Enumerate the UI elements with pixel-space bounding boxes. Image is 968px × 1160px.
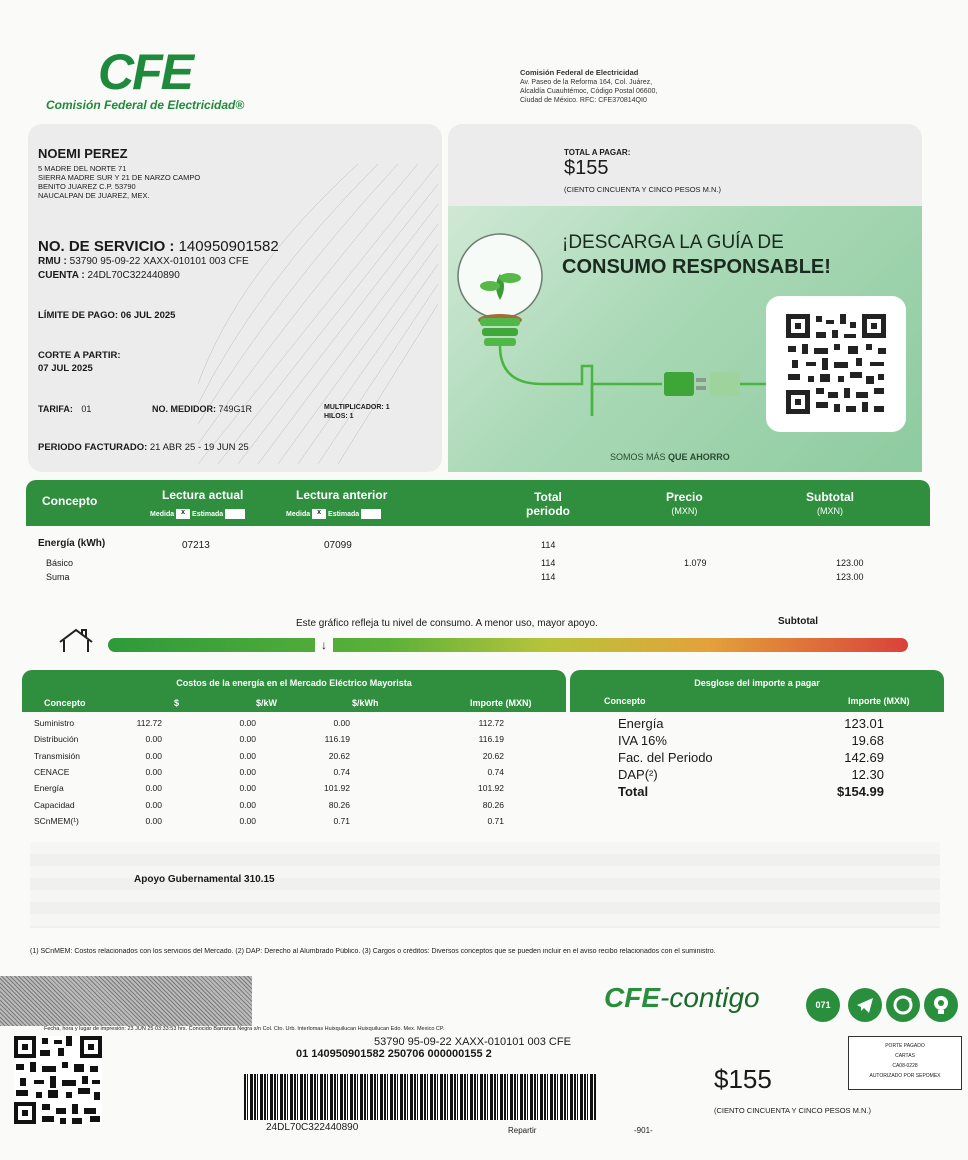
telegram-icon[interactable]	[848, 988, 882, 1022]
col-lectura-anterior: Lectura anterior	[296, 488, 388, 502]
service-number-label: NO. DE SERVICIO :	[38, 238, 175, 255]
corte-date: 07 JUL 2025	[38, 363, 93, 374]
periodo-value: 21 ABR 25 - 19 JUN 25	[149, 442, 249, 453]
blank-rows	[30, 842, 940, 928]
porte-line-4: AUTORIZADO POR SEPOMEX	[869, 1073, 941, 1079]
col-lectura-actual: Lectura actual	[162, 488, 244, 502]
basico-concepto: Básico	[46, 558, 74, 568]
porte-pagado-box	[848, 1036, 962, 1090]
mercado-cell: CENACE	[34, 766, 70, 777]
refresh-glyph	[886, 988, 920, 1022]
cuenta-value: 24DL70C322440890	[87, 270, 180, 281]
phone-071-icon[interactable]	[806, 988, 840, 1022]
mercado-cell: 0.00	[145, 766, 162, 777]
mercado-cell: 116.19	[324, 734, 350, 745]
guilloche-pattern	[198, 164, 438, 464]
footer-rmu: 53790 95-09-22 XAXX-010101 003 CFE	[374, 1036, 571, 1048]
medida-check-box-2: x	[312, 509, 326, 519]
col-subtotal	[806, 490, 854, 518]
company-address-3: Ciudad de México. RFC: CFE370814QI0	[520, 97, 647, 104]
medidor-label: NO. MEDIDOR:	[152, 404, 216, 414]
contigo-text: -contigo	[660, 982, 760, 1013]
mercado-cell: 0.00	[145, 799, 162, 810]
promo-line-1: ¡DESCARGA LA GUÍA DE	[562, 232, 784, 253]
mercado-row	[0, 718, 560, 732]
customer-card	[28, 124, 442, 472]
mercado-cell: 0.74	[487, 766, 504, 777]
medida-anterior	[286, 509, 381, 519]
company-name: Comisión Federal de Electricidad	[520, 68, 639, 77]
repartir-label: Repartir	[508, 1126, 537, 1135]
customer-name: NOEMI PEREZ	[38, 146, 128, 161]
tarifa-value: 01	[81, 404, 92, 414]
energia-label: Energía (kWh)	[38, 538, 106, 549]
basico-precio: 1.079	[684, 558, 707, 568]
mercado-cell: Transmisión	[34, 750, 80, 761]
logo-subtitle: Comisión Federal de Electricidad®	[46, 98, 245, 112]
mercado-cell: 0.00	[145, 750, 162, 761]
consumption-level-bar	[108, 638, 908, 652]
location-icon[interactable]	[924, 988, 958, 1022]
mercado-cell: 0.00	[239, 734, 256, 745]
tarifa-row	[38, 404, 91, 414]
mercado-cell: 0.00	[239, 799, 256, 810]
mercado-row	[0, 783, 560, 797]
consumo-row-suma	[0, 572, 968, 584]
company-address-1: Av. Paseo de la Reforma 164, Col. Juárez,	[520, 79, 653, 86]
corte-label: CORTE A PARTIR:	[38, 350, 121, 361]
customer-address	[38, 164, 200, 200]
promo-line-2: CONSUMO RESPONSABLE!	[562, 256, 831, 278]
col-total-line-2: periodo	[526, 504, 570, 518]
estimada-box	[225, 509, 245, 519]
logo-text: CFE	[98, 44, 192, 100]
hilos: HILOS: 1	[324, 413, 354, 420]
mercado-cell: 80.26	[482, 799, 504, 810]
address-line-4: NAUCALPAN DE JUAREZ, MEX.	[38, 191, 150, 200]
medida-check-box: x	[176, 509, 190, 519]
mercado-row	[0, 734, 560, 748]
porte-line-1: PORTE PAGADO	[885, 1043, 925, 1049]
mercado-col-kw: $/kW	[256, 698, 278, 708]
multiplicador: MULTIPLICADOR: 1	[324, 404, 390, 411]
security-pattern	[0, 976, 252, 1026]
desglose-row	[570, 767, 930, 783]
mercado-cell: 0.00	[239, 718, 256, 728]
telegram-glyph	[848, 988, 882, 1022]
cuenta-row	[38, 270, 180, 281]
mercado-cell: 0.00	[239, 766, 256, 777]
desglose-importe: 142.69	[844, 750, 884, 765]
limite-pago: LÍMITE DE PAGO: 06 JUL 2025	[38, 310, 176, 321]
mercado-cell: Distribución	[34, 734, 79, 745]
footnote: (1) SCnMEM: Costos relacionados con los servicios del Mercado. (2) DAP: Derecho al Alumbrado Público. (3) Cargos o créditos: Diversos conceptos que se pueden incluir en el aviso recibo relacionados con el suministro.	[30, 948, 716, 955]
mercado-cell: 80.26	[328, 799, 350, 810]
periodo-label: PERIODO FACTURADO:	[38, 442, 148, 453]
mercado-cell: 0.74	[333, 766, 350, 777]
address-line-2: SIERRA MADRE SUR Y 21 DE NARZO CAMPO	[38, 173, 201, 182]
apoyo-gubernamental: Apoyo Gubernamental 310.15	[134, 874, 275, 885]
total-amount: $155	[564, 157, 609, 179]
graph-caption: Este gráfico refleja tu nivel de consumo. A menor uso, mayor apoyo.	[296, 618, 598, 629]
total-words: (CIENTO CINCUENTA Y CINCO PESOS M.N.)	[564, 185, 721, 194]
tarifa-label: TARIFA:	[38, 404, 73, 414]
desglose-concepto: Energía	[618, 716, 664, 731]
promo-footer-a: SOMOS MÁS	[610, 452, 666, 462]
company-address-2: Alcaldía Cuauhtémoc, Código Postal 06600,	[520, 88, 658, 95]
col-concepto: Concepto	[42, 494, 98, 508]
mercado-cell: 0.71	[333, 815, 350, 826]
mercado-cell: Energía	[34, 783, 64, 794]
mercado-cell: Capacidad	[34, 799, 75, 810]
medida-label: Medida	[150, 510, 175, 518]
impresion-line: Fecha, hora y lugar de impresión: 23 JUN 25 03:33:53 hrs. Conocido Barranca Negra s/n Col. Cto. Urb. Interlomas Huixquilucan Huixquilucan Edo. Mex. Mexico CP.	[44, 1026, 445, 1032]
periodo-row	[38, 442, 249, 453]
total-label: TOTAL A PAGAR:	[564, 148, 631, 157]
desglose-importe: 19.68	[851, 733, 884, 748]
desglose-concepto: DAP(²)	[618, 767, 658, 782]
medida-actual	[150, 509, 245, 519]
consumption-level-marker: ↓	[315, 634, 333, 656]
refresh-icon[interactable]	[886, 988, 920, 1022]
basico-subtotal: 123.00	[836, 558, 864, 568]
house-icon	[56, 626, 100, 654]
mercado-col-pesos: $	[174, 698, 180, 708]
desglose-importe: 12.30	[851, 767, 884, 782]
mercado-cell: 116.19	[478, 734, 504, 745]
cfe-logo	[46, 46, 286, 116]
footer-qr-code	[14, 1036, 102, 1124]
mercado-cell: SCnMEM(¹)	[34, 815, 79, 826]
promo-footer	[610, 452, 730, 462]
desglose-importe: $154.99	[837, 784, 884, 799]
barcode-text: 24DL70C322440890	[266, 1122, 359, 1133]
col-precio-line-1: Precio	[666, 490, 703, 504]
mercado-row	[0, 751, 560, 765]
address-line-1: 5 MADRE DEL NORTE 71	[38, 164, 127, 173]
col-precio	[666, 490, 703, 518]
contigo-cfe: CFE	[604, 982, 660, 1013]
payment-barcode	[244, 1074, 596, 1120]
rmu-row	[38, 256, 249, 267]
desglose-row	[570, 733, 930, 749]
mercado-cell: 0.00	[145, 734, 162, 745]
mercado-cell: 20.62	[482, 750, 504, 761]
estimada-label-2: Estimada	[328, 510, 360, 518]
mercado-col-kwh: $/kWh	[352, 698, 379, 708]
col-precio-line-2: (MXN)	[671, 506, 698, 516]
mercado-cell: 20.62	[328, 750, 350, 761]
col-total-line-1: Total	[534, 490, 562, 504]
rmu-value: 53790 95-09-22 XAXX-010101 003 CFE	[69, 256, 249, 267]
qr-code-icon	[766, 296, 906, 432]
mercado-cell: 0.71	[487, 815, 504, 826]
mercado-cell: 0.00	[239, 783, 256, 794]
graph-subtotal-label: Subtotal	[778, 616, 818, 627]
suma-concepto: Suma	[46, 572, 70, 582]
cuenta-label: CUENTA :	[38, 270, 85, 281]
mercado-cell: 0.00	[239, 750, 256, 761]
mercado-header	[22, 670, 566, 712]
total-periodo-value: 114	[541, 540, 556, 550]
consumo-header	[26, 480, 930, 526]
promo-footer-b: QUE AHORRO	[668, 452, 730, 462]
porte-line-3: CA08-0228	[892, 1063, 918, 1069]
rmu-label: RMU :	[38, 256, 67, 267]
desglose-row	[570, 750, 930, 766]
desglose-header	[570, 670, 944, 712]
mercado-row	[0, 800, 560, 814]
desglose-concepto: Fac. del Periodo	[618, 750, 713, 765]
desglose-row	[570, 716, 930, 732]
code-901: -901-	[634, 1126, 653, 1135]
estimada-box-2	[361, 509, 381, 519]
lectura-anterior-value: 07099	[324, 540, 352, 551]
suma-total: 114	[541, 572, 556, 582]
mercado-cell: 112.72	[478, 718, 504, 728]
mercado-cell: 101.92	[324, 783, 350, 794]
col-subtotal-line-2: (MXN)	[817, 506, 843, 516]
mercado-cell: Suministro	[34, 718, 75, 728]
total-card	[448, 124, 922, 206]
mercado-col-importe: Importe (MXN)	[470, 698, 532, 708]
company-info	[520, 68, 657, 105]
promo-banner	[448, 206, 922, 472]
mercado-row	[0, 767, 560, 781]
lectura-actual-value: 07213	[182, 540, 210, 551]
porte-line-2: CARTAS	[895, 1053, 915, 1059]
estimada-label: Estimada	[192, 510, 224, 518]
mercado-cell: 0.00	[145, 783, 162, 794]
mercado-cell: 0.00	[145, 815, 162, 826]
basico-total: 114	[541, 558, 556, 568]
footer-amount: $155	[714, 1064, 772, 1094]
cfe-contigo-logo	[604, 982, 760, 1014]
footer-reference: 01 140950901582 250706 000000155 2	[296, 1048, 492, 1060]
desglose-importe: 123.01	[844, 716, 884, 731]
promo-qr-code[interactable]	[766, 296, 906, 432]
medidor-row	[152, 404, 252, 414]
mercado-cell: 0.00	[333, 718, 350, 728]
badge-071: 071	[815, 1000, 831, 1010]
mercado-row	[0, 816, 560, 830]
desglose-col-importe: Importe (MXN)	[848, 696, 910, 706]
desglose-row	[570, 784, 930, 800]
desglose-concepto: Total	[618, 784, 649, 799]
desglose-concepto: IVA 16%	[618, 733, 667, 748]
mercado-title: Costos de la energía en el Mercado Eléctrico Mayorista	[176, 678, 412, 688]
col-total	[526, 490, 570, 518]
col-subtotal-line-1: Subtotal	[806, 490, 854, 504]
desglose-col-concepto: Concepto	[604, 696, 646, 706]
service-number: 140950901582	[178, 238, 279, 255]
mercado-cell: 112.72	[136, 718, 162, 728]
location-glyph	[924, 988, 958, 1022]
suma-subtotal: 123.00	[836, 572, 864, 582]
desglose-title: Desglose del importe a pagar	[694, 678, 820, 688]
address-line-3: BENITO JUAREZ C.P. 53790	[38, 182, 136, 191]
mercado-cell: 101.92	[478, 783, 504, 794]
footer-qr-glyph	[14, 1036, 102, 1124]
footer-words: (CIENTO CINCUENTA Y CINCO PESOS M.N.)	[714, 1106, 871, 1115]
mercado-col-concepto: Concepto	[44, 698, 86, 708]
consumo-row-basico	[0, 558, 968, 570]
mercado-cell: 0.00	[239, 815, 256, 826]
medida-label-2: Medida	[286, 510, 311, 518]
medidor-value: 749G1R	[218, 404, 253, 414]
service-number-row	[38, 238, 279, 255]
